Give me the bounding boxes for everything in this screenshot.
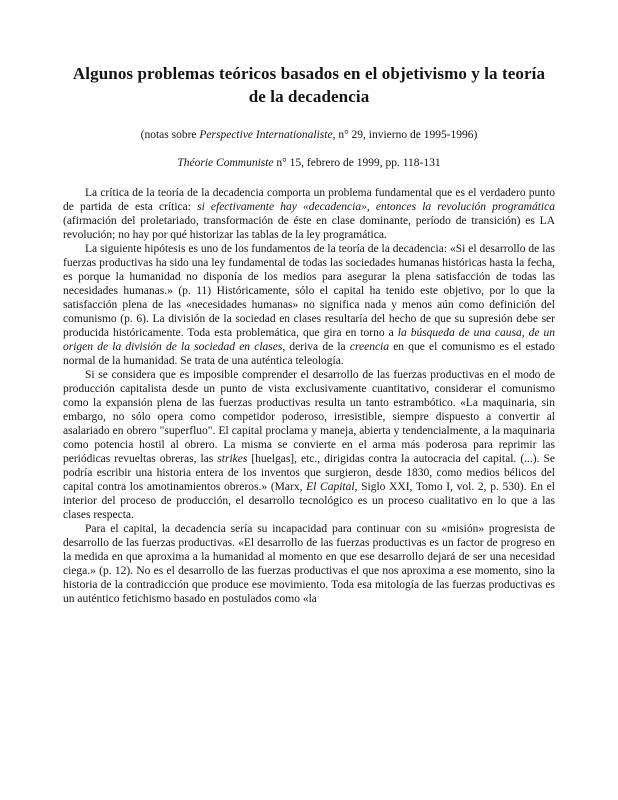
italic-text-run: Théorie Communiste [177,157,274,169]
paragraph [63,186,555,242]
text-run: Si se considera que es imposible comprender el desarrollo de las fuerzas productivas en el modo de producción capitalista desde un punto de vista exclusivamente cuantitativo, considerar el comunismo como la expansión plena de las fuerzas productivas resulta un tanto estrambótico. «La maquinaria, sin embargo, no sólo opera como competidor poderoso, irresistible, siempre dispuesto a convertir al asalariado en obrero "superfluo". El capital proclama y maneja, abierta y tendencialmente, a la maquinaria como potencia hostil al obrero. La misma se convierte en el arma más poderosa para reprimir las periódicas revueltas obreras, las [63,369,555,465]
italic-text-run: si efectivamente hay «decadencia», entonces la revolución programática [197,201,555,213]
text-run: (notas sobre [140,129,200,141]
text-run: n° 15, febrero de 1999, pp. 118-131 [273,157,441,169]
text-run: , Siglo XXI, Tomo I, vol. 2, p. 530). En el interior del proceso de producción, el desarrollo tecnológico es un proceso cualitativo en lo que a las clases respecta. [63,481,555,521]
italic-text-run: la búsqueda de una causa, de un origen de la división de la sociedad en clases [63,327,555,353]
text-run: (afirmación del proletariado, transformación de éste en clase dominante, período de transición) es LA revolución; no hay por qué historizar las tablas de la ley programática. [63,215,555,241]
article-body [63,186,555,606]
paragraph [63,522,555,606]
article-title: Algunos problemas teóricos basados en el objetivismo y la teoría de la decadencia [72,64,546,106]
text-run: , deriva de la [282,341,350,353]
italic-text-run: El Capital [306,481,355,493]
italic-text-run: strikes [217,453,248,465]
text-run: La siguiente hipótesis es uno de los fundamentos de la teoría de la decadencia: «Si el desarrollo de las fuerzas productivas ha sido una ley fundamental de todas las sociedades humanas históricas hasta la fecha, es porque la humanidad no disponía de los medios para asegurar la plena satisfacción de todas las necesidades humanas.» (p. 11) Históricamente, sólo el capital ha tenido este objetivo, por lo que la satisfacción plena de las «necesidades humanas» no significa nada y menos aún como definición del comunismo (p. 6). La división de la sociedad en clases resultaría del hecho de que su supresión debe ser producida históricamente. Toda esta problemática, que gira en torno a [63,243,555,339]
text-run: en que el comunismo es el estado normal de la humanidad. Se trata de una auténtica teleología. [63,341,555,367]
paragraph [63,242,555,368]
article-subtitle [63,128,555,142]
italic-text-run: creencia [349,341,390,353]
text-run: Para el capital, la decadencia sería su incapacidad para continuar con su «misión» progresista de desarrollo de las fuerzas productivas. «El desarrollo de las fuerzas productivas es un factor de progreso en la medida en que aproxima a la humanidad al momento en que ese desarrollo dejará de ser una necesidad ciega.» (p. 12). No es el desarrollo de las fuerzas productivas el que nos aproxima a ese momento, sino la historia de la contradicción que produce ese movimiento. Toda esa mitología de las fuerzas productivas es un auténtico fetichismo basado en postulados como «la [63,523,555,605]
text-run: La crítica de la teoría de la decadencia comporta un problema fundamental que es el verdadero punto de partida de esta crítica: [63,187,555,213]
italic-text-run: Perspective Internationaliste [199,129,333,141]
text-run: , n° 29, invierno de 1995-1996) [332,129,478,141]
source-reference [63,156,555,170]
paragraph [63,368,555,522]
text-run: [huelgas], etc., dirigidas contra la autocracia del capital. (...). Se podría escribir una historia entera de los inventos que surgieron, desde 1830, como medios bélicos del capital contra los amotinamientos obreros.» (Marx, [63,453,555,493]
